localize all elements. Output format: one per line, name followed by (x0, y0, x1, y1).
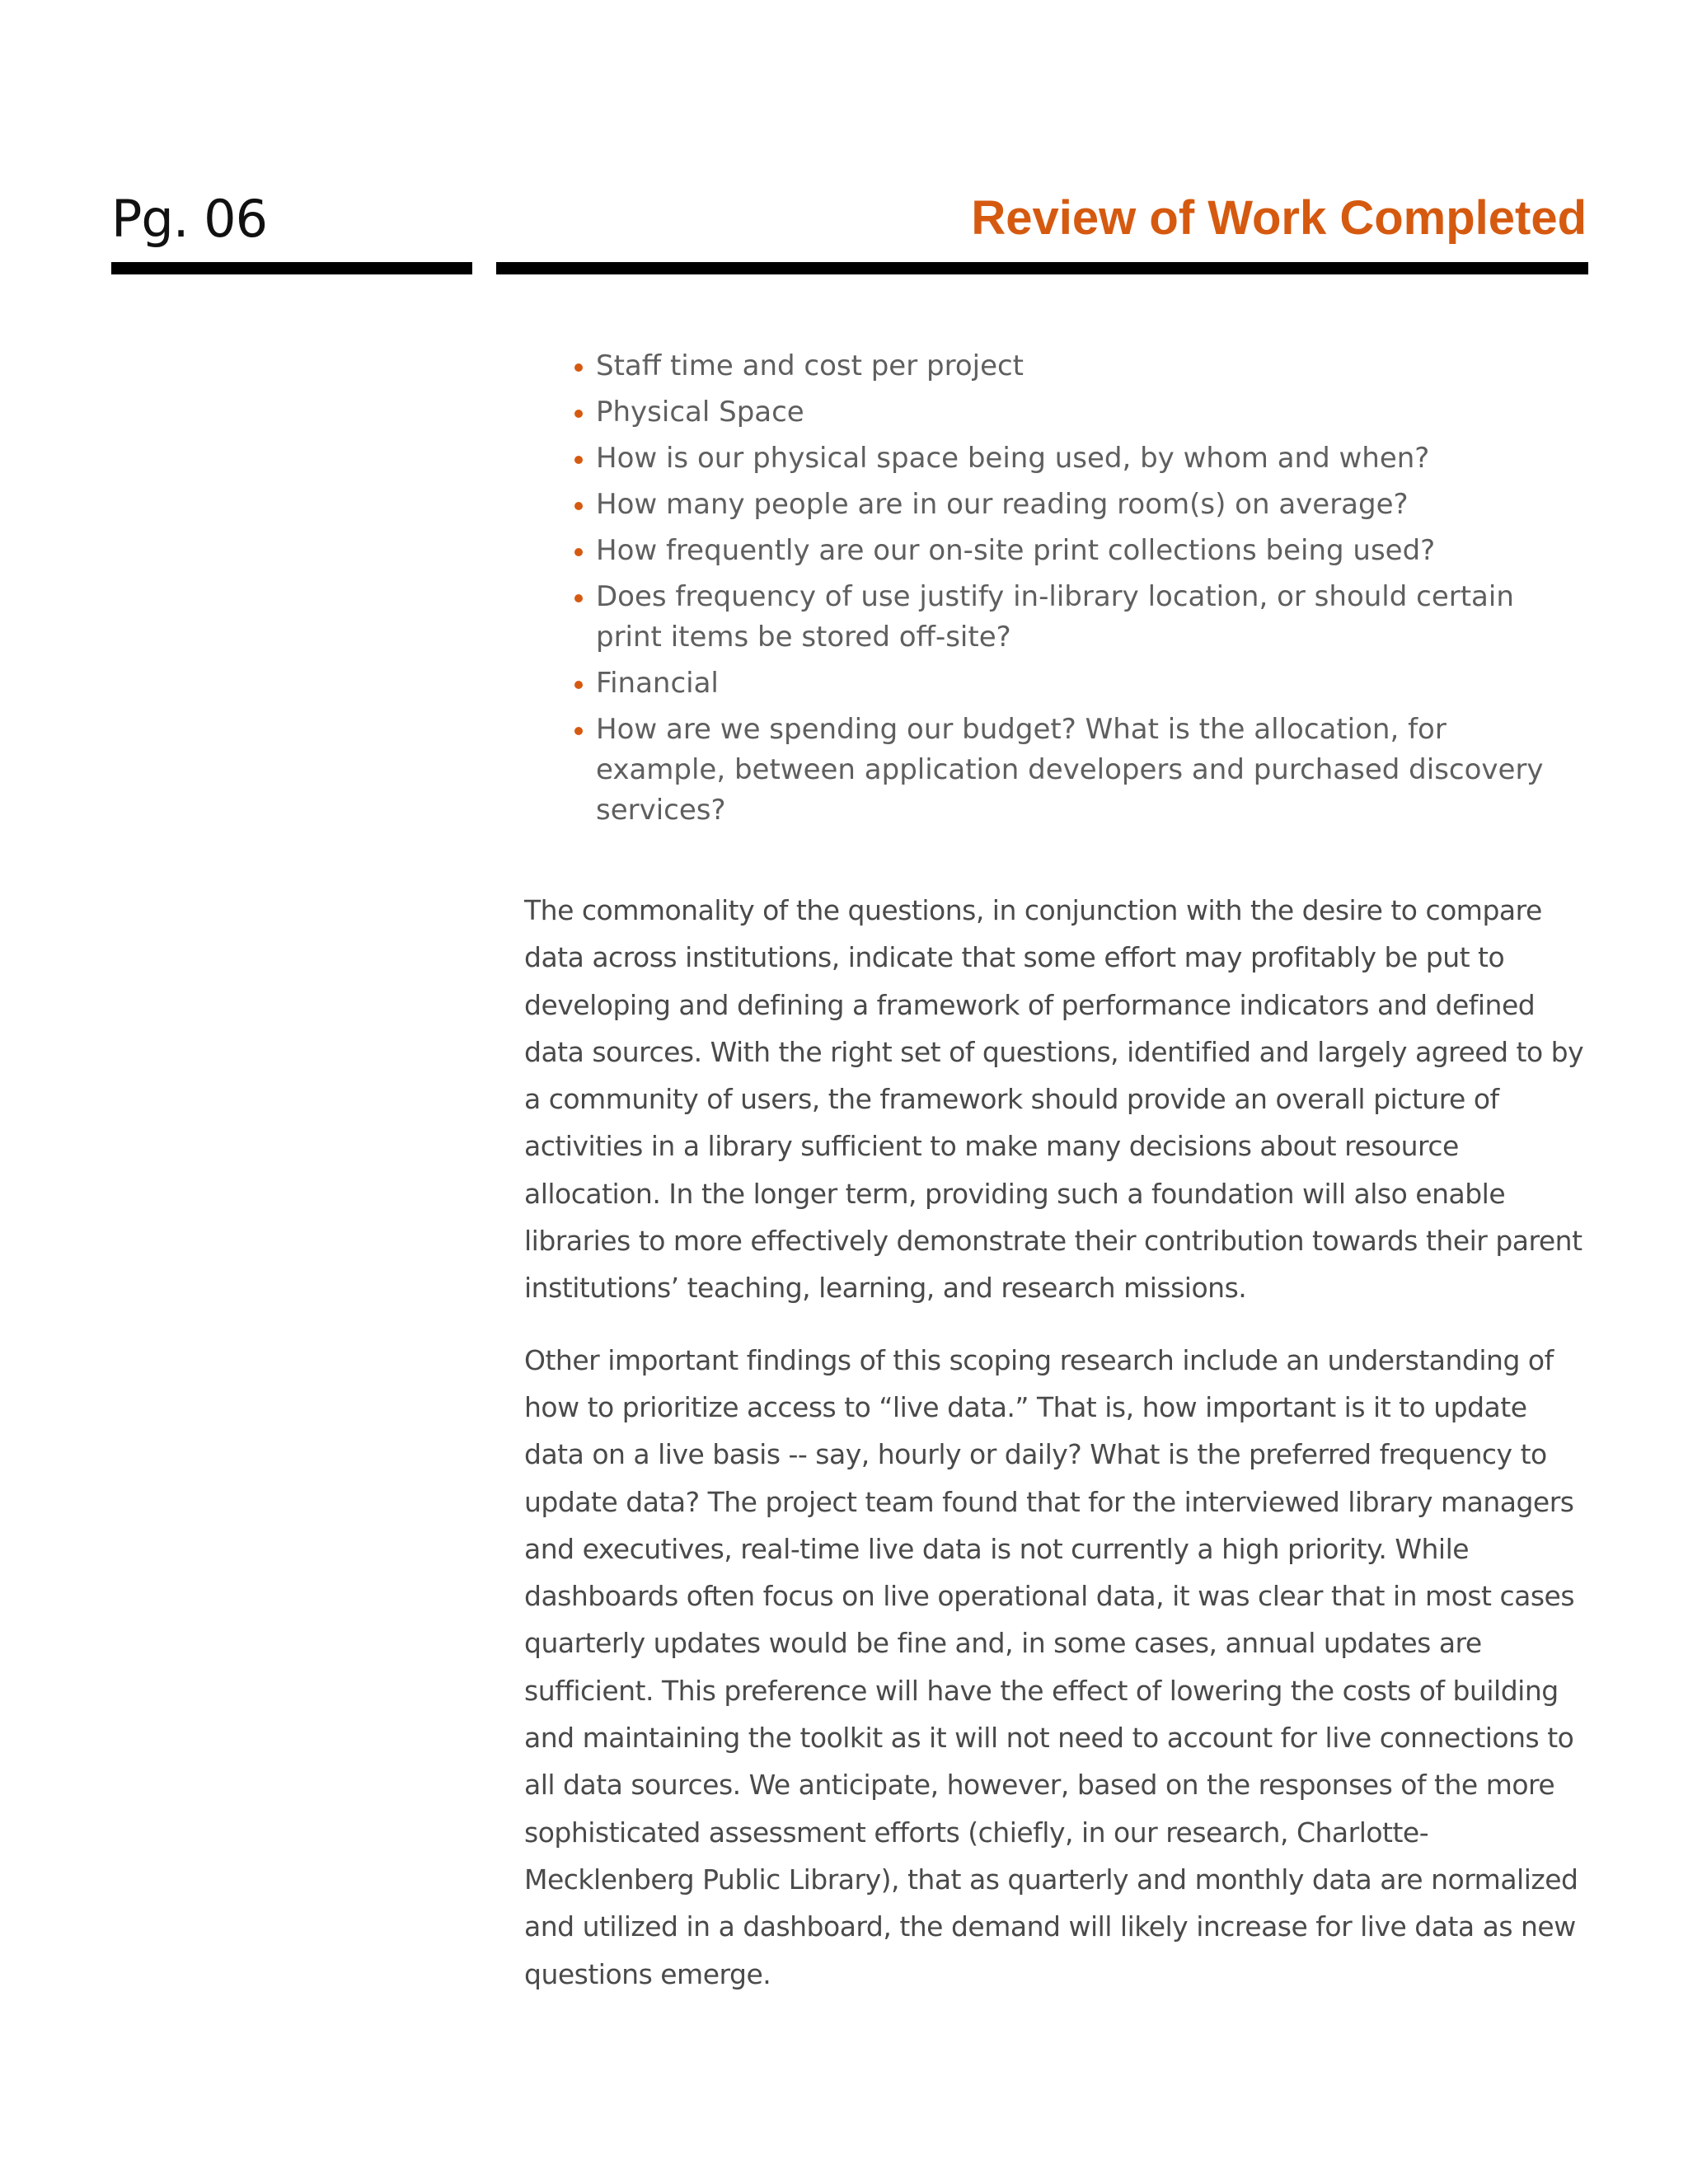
list-item-text: Financial (596, 667, 719, 700)
list-item (596, 438, 1589, 479)
list-item (596, 577, 1589, 658)
list-item (596, 346, 1589, 387)
list-item-text: How is our physical space being used, by whom and when? (596, 442, 1430, 475)
list-item (596, 531, 1589, 571)
page-content (524, 346, 1589, 2022)
list-item-text: How are we spending our budget? What is the allocation, for example, between application developers and purchased discovery services? (596, 713, 1544, 827)
section-title: Review of Work Completed (971, 191, 1587, 245)
header-rule-left (111, 262, 472, 274)
bullet-list (524, 346, 1589, 831)
list-item-text: Physical Space (596, 396, 804, 429)
bullet-dot-icon (574, 456, 583, 464)
list-item (596, 485, 1589, 525)
list-item-text: How frequently are our on-site print collections being used? (596, 534, 1436, 567)
bullet-dot-icon (574, 548, 583, 556)
body-paragraph-framework: The commonality of the questions, in conjunction with the desire to compare data across institutions, indicate that some effort may profitably be put to developing and defining a framework of performance indicators and defined data sources. With the right set of questions, identified and largely agreed to by a community of users, the framework should provide an overall picture of activities in a library sufficient to make many decisions about resource allocation. In the longer term, providing such a foundation will also enable libraries to more effectively demonstrate their contribution towards their parent institutions’ teaching, learning, and research missions. (524, 894, 1584, 1305)
list-item (596, 392, 1589, 433)
list-item-text: Does frequency of use justify in-library location, or should certain print items be stored off-site? (596, 580, 1514, 654)
list-item (596, 710, 1589, 831)
bullet-dot-icon (574, 410, 583, 418)
body-paragraph-live-data: Other important findings of this scoping research include an understanding of how to prioritize access to “live data.” That is, how important is it to update data on a live basis -- say, hourly or daily? What is the preferred frequency to update data? The project team found that for the interviewed library managers and executives, real-time live data is not currently a high priority. While dashboards often focus on live operational data, it was clear that in most cases quarterly updates would be fine and, in some cases, annual updates are sufficient. This preference will have the effect of lowering the costs of building and maintaining the toolkit as it will not need to account for live connections to all data sources. We anticipate, however, based on the responses of the more sophisticated assessment efforts (chiefly, in our research, Charlotte-Mecklenberg Public Library), that as quarterly and monthly data are normalized and utilized in a dashboard, the demand will likely increase for live data as new questions emerge. (524, 1343, 1578, 1990)
bullet-dot-icon (574, 681, 583, 689)
bullet-dot-icon (574, 363, 583, 372)
bullet-dot-icon (574, 502, 583, 510)
list-item-text: Staff time and cost per project (596, 349, 1025, 382)
list-item-text: How many people are in our reading room(s) on average? (596, 488, 1409, 521)
list-item (596, 663, 1589, 704)
header-rule-right (496, 262, 1588, 274)
bullet-dot-icon (574, 594, 583, 602)
page-number: Pg. 06 (111, 189, 268, 249)
bullet-dot-icon (574, 727, 583, 735)
